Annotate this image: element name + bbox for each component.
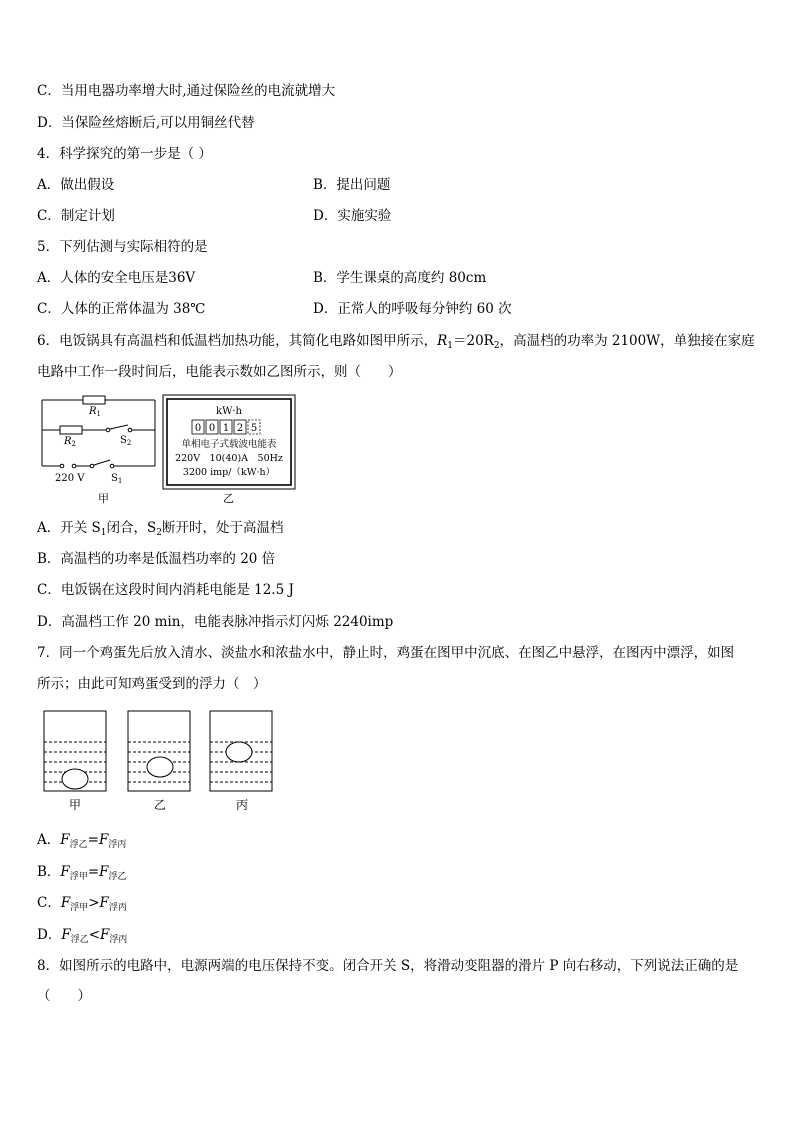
q6-r1-subscript: 1: [447, 341, 453, 351]
beaker-bing: [210, 711, 272, 791]
r1-label: $R_1$: [89, 406, 101, 418]
q7-option-a-sub2: 浮丙: [108, 840, 127, 850]
q7-option-c-f1: F: [60, 895, 71, 911]
q4-option-c: C．制定计划: [37, 208, 115, 224]
q7-stem-line2: 所示；由此可知鸡蛋受到的浮力（ ）: [37, 676, 267, 692]
q7-option-c-operator: >: [88, 895, 100, 911]
q6-r2-subscript: 2: [493, 341, 500, 351]
q6-option-a-sub2: 2: [156, 528, 163, 538]
meter-unit: kW·h: [216, 406, 242, 417]
meter-digit-5: 5: [250, 423, 258, 434]
q7-option-d-operator: <: [88, 927, 101, 943]
q7-egg-figure: [40, 708, 280, 816]
q6-option-a-sub1: 1: [100, 528, 107, 538]
q5-option-a: A．人体的安全电压是36V: [37, 270, 196, 286]
q4-option-a: A．做出假设: [37, 177, 115, 193]
q7-option-a-f2: F: [98, 832, 109, 848]
meter-caption: 乙: [223, 492, 234, 505]
egg-yi: [147, 757, 173, 777]
q7-option-c: [37, 894, 127, 917]
q7-stem-line1: 7．同一个鸡蛋先后放入清水、淡盐水和浓盐水中，静止时，鸡蛋在图甲中沉底、在图乙中悬浮，在图丙中漂浮，如图: [37, 645, 735, 661]
q3-option-d: D．当保险丝熔断后,可以用铜丝代替: [37, 115, 255, 131]
voltage-label: 220 V: [55, 473, 85, 484]
q7-option-b-label: B．: [37, 864, 61, 880]
r2-label: $R_2$: [64, 436, 76, 448]
meter-digit-2: 0: [208, 423, 216, 434]
caption-bing: 丙: [236, 798, 249, 812]
q6-option-a: [37, 519, 284, 542]
q7-option-b-sub2: 浮乙: [108, 872, 127, 882]
q4-option-d: D．实施实验: [313, 208, 392, 224]
q7-option-c-label: C．: [37, 895, 61, 911]
q5-stem: 5．下列估测与实际相符的是: [37, 239, 208, 255]
q7-option-a-sub1: 浮乙: [69, 840, 88, 850]
q6-option-c: C．电饭锅在这段时间内消耗电能是 12.5 J: [37, 582, 294, 598]
q7-option-c-sub1: 浮甲: [70, 903, 89, 913]
q7-option-c-f2: F: [99, 895, 109, 911]
q7-option-b-sub1: 浮甲: [69, 872, 88, 882]
q7-option-a: [37, 831, 126, 854]
q7-option-d-f1: F: [61, 927, 71, 943]
q6-option-d: D．高温档工作 20 min，电能表脉冲指示灯闪烁 2240imp: [37, 614, 394, 630]
q5-option-d: D．正常人的呼吸每分钟约 60 次: [313, 301, 512, 317]
q4-option-b: B．提出问题: [313, 177, 391, 193]
egg-jia: [62, 769, 88, 789]
q6-r1-symbol: R: [437, 333, 448, 349]
caption-yi: 乙: [154, 798, 167, 812]
q6-option-b: B．高温档的功率是低温档功率的 20 倍: [37, 551, 276, 567]
s1-label: $S_1$: [111, 473, 123, 485]
meter-digit-4: 2: [236, 423, 244, 434]
q7-option-a-operator: =: [87, 832, 99, 848]
q4-stem: 4．科学探究的第一步是（ ）: [37, 146, 212, 162]
meter-name: 单相电子式载波电能表: [181, 439, 277, 450]
q3-option-c: C．当用电器功率增大时,通过保险丝的电流就增大: [37, 83, 336, 99]
q6-equation: ＝20R: [453, 333, 494, 349]
q6-stem-line2: 电路中工作一段时间后，电能表示数如乙图所示，则（ ）: [37, 364, 402, 380]
r1-resistor: [83, 396, 105, 404]
meter-digit-1: 0: [194, 423, 202, 434]
q6-option-a-part2: 闭合，S: [106, 520, 157, 536]
q6-stem-line1: [37, 332, 755, 355]
q6-option-a-part3: 断开时，处于高温档: [162, 520, 284, 536]
q6-circuit-diagram: [42, 396, 155, 468]
q7-option-b: [37, 863, 127, 886]
meter-spec-2: 3200 imp/（kW·h）: [182, 467, 276, 478]
circuit-caption: 甲: [98, 492, 109, 505]
q7-option-d-f2: F: [100, 927, 110, 943]
q7-option-a-label: A．: [37, 832, 61, 848]
caption-jia: 甲: [69, 798, 82, 812]
q7-option-d: [37, 926, 127, 949]
q7-option-d-sub2: 浮丙: [109, 935, 128, 945]
q7-option-d-sub1: 浮乙: [70, 935, 89, 945]
q7-option-a-f1: F: [60, 832, 70, 848]
q8-stem-line1: 8．如图所示的电路中，电源两端的电压保持不变。闭合开关 S，将滑动变阻器的滑片 P 向右移动，下列说法正确的是: [37, 958, 739, 974]
q6-stem-part1: 6．电饭锅具有高温档和低温档加热功能，其简化电路如图甲所示，: [37, 333, 438, 349]
meter-spec-1: 220V 10(40)A 50Hz: [175, 453, 283, 464]
q5-option-c: C．人体的正常体温为 38℃: [37, 301, 206, 317]
q6-option-a-part1: A．开关 S: [37, 520, 101, 536]
q6-stem-part2: ，高温档的功率为 2100W，单独接在家庭: [499, 333, 755, 349]
beaker-jia: [44, 711, 106, 791]
egg-bing: [226, 742, 252, 762]
q7-option-d-label: D．: [37, 927, 62, 943]
beaker-yi: [128, 711, 190, 791]
q7-option-b-operator: =: [87, 864, 100, 880]
s2-label: $S_2$: [120, 435, 132, 447]
q7-option-b-f2: F: [99, 864, 109, 880]
q6-figure: [38, 392, 303, 510]
q7-option-c-sub2: 浮丙: [108, 903, 127, 913]
r2-resistor: [60, 426, 82, 434]
q8-stem-line2: （ ）: [37, 988, 91, 1004]
meter-digit-3: 1: [222, 423, 230, 434]
q7-option-b-f1: F: [60, 864, 70, 880]
q5-option-b: B．学生课桌的高度约 80cm: [313, 270, 487, 286]
